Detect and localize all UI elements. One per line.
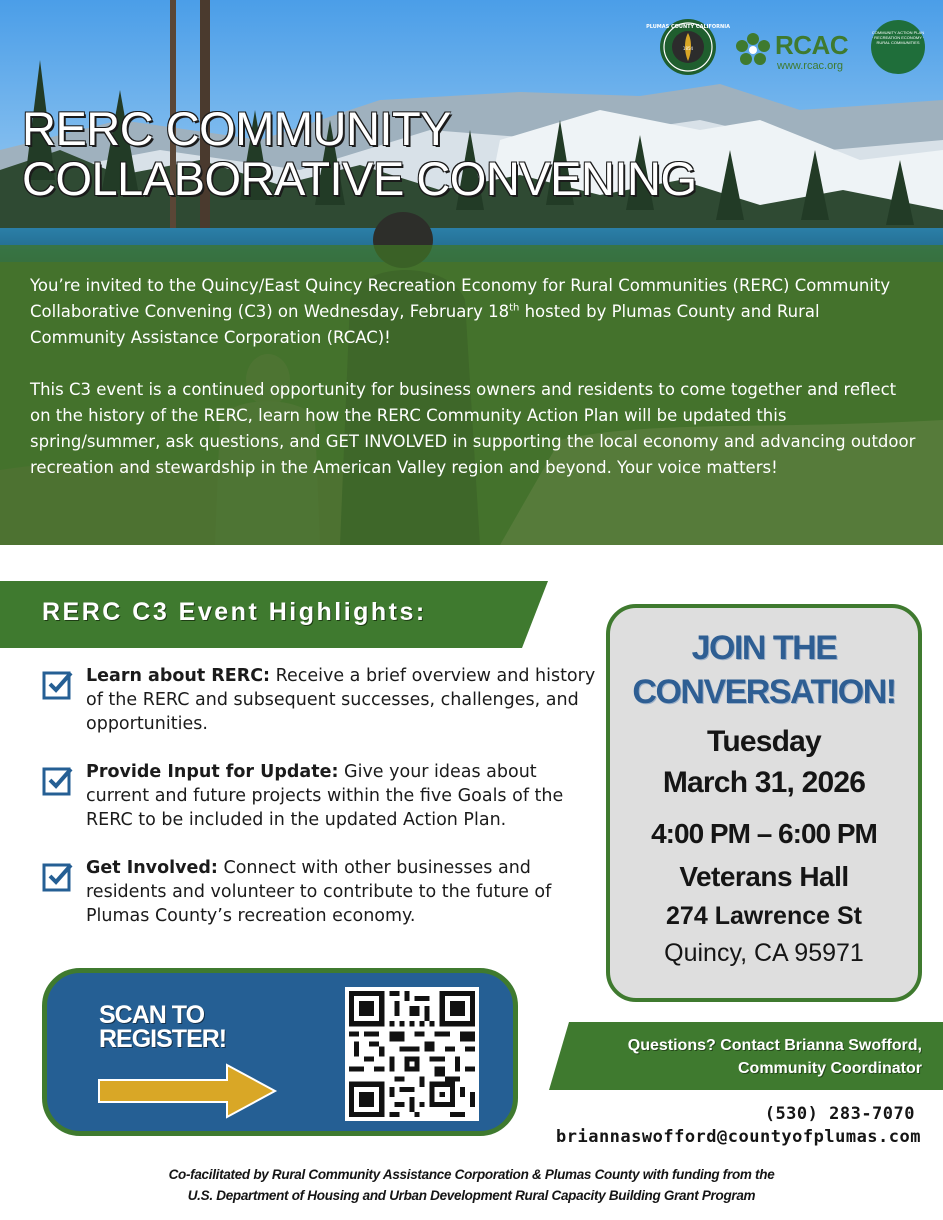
intro-text — [30, 273, 920, 507]
hero-section — [0, 0, 943, 545]
highlight-item-learn — [40, 664, 600, 736]
highlight-item-input — [40, 760, 600, 832]
event-city: Quincy, CA 95971 — [664, 939, 864, 967]
footer-line-1: Co-facilitated by Rural Community Assistance Corporation & Plumas County with funding from the — [168, 1167, 775, 1182]
event-details-box — [606, 604, 922, 1002]
highlight-text: Connect with other businesses and residents and volunteer to contribute to the future of Plumas County’s recreation economy. — [86, 858, 552, 926]
rerc-badge-logo — [871, 20, 925, 74]
highlight-item-involved — [40, 856, 600, 928]
highlight-text: Give your ideas about current and future projects within the five Goals of the RERC to be included in the updated Action Plan. — [86, 762, 564, 830]
join-title: JOIN THE CONVERSATION! — [632, 629, 896, 711]
arrow-right-icon — [99, 1065, 275, 1117]
plumas-county-seal-logo — [646, 18, 730, 76]
highlight-heading: Learn about RERC: — [86, 666, 271, 686]
event-venue: Veterans Hall — [679, 861, 849, 892]
register-box — [42, 968, 518, 1136]
rerc-badge-text: COMMUNITY ACTION PLAN · RECREATION ECONOMY · RURAL COMMUNITIES — [871, 30, 925, 45]
page-title — [22, 104, 742, 204]
highlights-title: RERC C3 Event Highlights: — [42, 598, 427, 626]
intro-paragraph-2: This C3 event is a continued opportunity for business owners and residents to come together and reflect on the history of the RERC, learn how the RERC Community Action Plan will be updated this spring/summer, ask questions, and GET INVOLVED in supporting the local economy and advancing outdoor recreation and stewardship in the American Valley region and beyond. Your voice matters! — [30, 380, 916, 477]
checkbox-checked-icon — [42, 860, 74, 892]
svg-text:1854: 1854 — [682, 46, 694, 51]
title-line-2: COLLABORATIVE CONVENING — [22, 152, 697, 205]
intro-paragraph-1: You’re invited to the Quincy/East Quincy Recreation Economy for Rural Communities (RERC) Community Collaborative Convening (C3) on Wednesday, February 18th hosted by Plumas County and Rural Community Assistance Corporation (RCAC)! — [30, 276, 891, 347]
event-date: March 31, 2026 — [662, 766, 866, 799]
checkbox-checked-icon — [42, 668, 74, 700]
funding-footer — [0, 1164, 943, 1206]
contact-text — [562, 1034, 922, 1080]
partner-logos — [646, 18, 925, 78]
highlight-heading: Provide Input for Update: — [86, 762, 339, 782]
contact-line-2: Community Coordinator — [738, 1060, 922, 1077]
contact-line-1: Questions? Contact Brianna Swofford, — [627, 1037, 922, 1054]
highlight-heading: Get Involved: — [86, 858, 218, 878]
contact-phone[interactable]: (530) 283-7070 — [764, 1104, 915, 1124]
registration-qr-code[interactable] — [345, 987, 479, 1121]
footer-line-2: U.S. Department of Housing and Urban Development Rural Capacity Building Grant Program — [187, 1188, 756, 1203]
highlights-list — [40, 664, 600, 952]
checkbox-checked-icon — [42, 764, 74, 796]
event-day: Tuesday — [707, 725, 821, 758]
highlight-text: Receive a brief overview and history of the RERC and subsequent successes, challenges, and opportunities. — [86, 666, 596, 734]
rcac-logo — [735, 30, 853, 72]
event-street: 274 Lawrence St — [666, 902, 862, 930]
qr-code-icon — [349, 991, 475, 1117]
event-time: 4:00 PM – 6:00 PM — [651, 818, 877, 849]
rcac-flower-icon — [735, 32, 771, 68]
rcac-name: RCAC — [775, 30, 849, 60]
rcac-url[interactable]: www.rcac.org — [777, 60, 844, 72]
svg-text:PLUMAS COUNTY CALIFORNIA: PLUMAS COUNTY CALIFORNIA — [646, 24, 730, 30]
scan-to-register-label: SCAN TO REGISTER! — [99, 1001, 227, 1053]
contact-email[interactable]: briannaswofford@countyofplumas.com — [556, 1127, 921, 1147]
title-line-1: RERC COMMUNITY — [22, 102, 452, 155]
